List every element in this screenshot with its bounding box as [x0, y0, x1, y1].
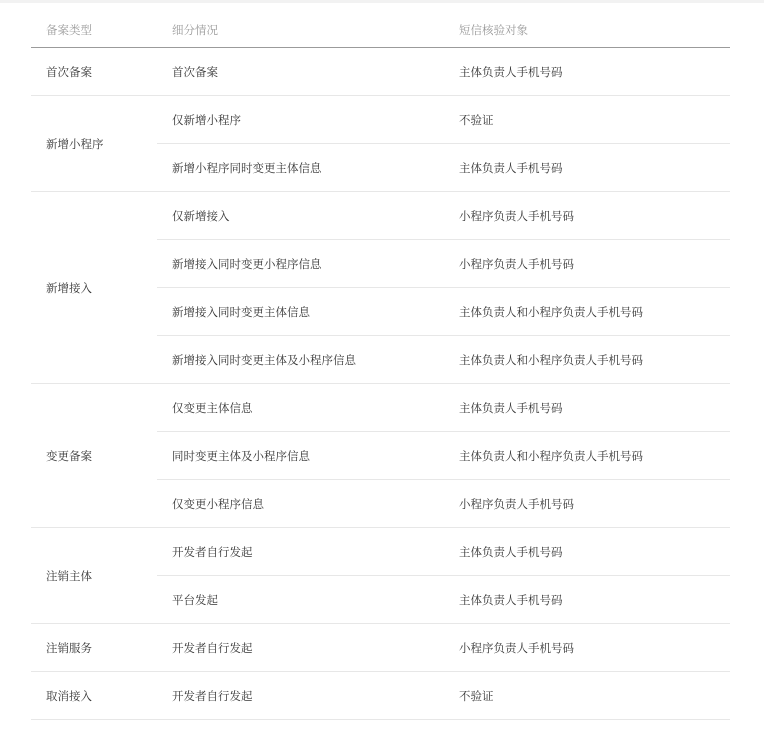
sms-target-cell: 主体负责人手机号码: [444, 48, 730, 96]
top-divider-strip: [0, 0, 764, 3]
filing-type-cell: 首次备案: [31, 48, 157, 96]
sms-target-cell: 主体负责人和小程序负责人手机号码: [444, 288, 730, 336]
table-row: [31, 672, 730, 720]
sms-target-cell: 小程序负责人手机号码: [444, 624, 730, 672]
sms-target-cell: 不验证: [444, 96, 730, 144]
sub-case-cell: 开发者自行发起: [157, 672, 444, 720]
sms-target-cell: 主体负责人和小程序负责人手机号码: [444, 432, 730, 480]
table-row: [31, 528, 730, 576]
sub-case-cell: 首次备案: [157, 48, 444, 96]
sub-case-cell: 新增接入同时变更小程序信息: [157, 240, 444, 288]
filing-type-cell: 变更备案: [31, 384, 157, 528]
sms-target-cell: 主体负责人手机号码: [444, 144, 730, 192]
sms-target-cell: 主体负责人手机号码: [444, 384, 730, 432]
sub-case-cell: 仅新增小程序: [157, 96, 444, 144]
filing-type-cell: 注销服务: [31, 624, 157, 672]
table-row: [31, 192, 730, 240]
header-sms-target: 短信核验对象: [444, 12, 730, 48]
sub-case-cell: 仅变更小程序信息: [157, 480, 444, 528]
sms-target-cell: 小程序负责人手机号码: [444, 240, 730, 288]
sub-case-cell: 平台发起: [157, 576, 444, 624]
filing-type-cell: 取消接入: [31, 672, 157, 720]
sms-target-cell: 小程序负责人手机号码: [444, 192, 730, 240]
sub-case-cell: 仅变更主体信息: [157, 384, 444, 432]
sms-target-cell: 不验证: [444, 672, 730, 720]
sms-target-cell: 主体负责人手机号码: [444, 576, 730, 624]
sub-case-cell: 同时变更主体及小程序信息: [157, 432, 444, 480]
sub-case-cell: 仅新增接入: [157, 192, 444, 240]
sms-target-cell: 主体负责人和小程序负责人手机号码: [444, 336, 730, 384]
table-body: [31, 48, 730, 720]
sms-verification-table: [31, 12, 730, 720]
sms-verification-table-container: [31, 12, 730, 720]
sms-target-cell: 主体负责人手机号码: [444, 528, 730, 576]
filing-type-cell: 新增接入: [31, 192, 157, 384]
table-row: [31, 624, 730, 672]
table-row: [31, 384, 730, 432]
table-header: [31, 12, 730, 48]
sms-target-cell: 小程序负责人手机号码: [444, 480, 730, 528]
header-filing-type: 备案类型: [31, 12, 157, 48]
sub-case-cell: 开发者自行发起: [157, 528, 444, 576]
sub-case-cell: 新增小程序同时变更主体信息: [157, 144, 444, 192]
header-row: [31, 12, 730, 48]
table-row: [31, 48, 730, 96]
sub-case-cell: 新增接入同时变更主体信息: [157, 288, 444, 336]
table-row: [31, 96, 730, 144]
sub-case-cell: 开发者自行发起: [157, 624, 444, 672]
header-sub-case: 细分情况: [157, 12, 444, 48]
filing-type-cell: 新增小程序: [31, 96, 157, 192]
sub-case-cell: 新增接入同时变更主体及小程序信息: [157, 336, 444, 384]
filing-type-cell: 注销主体: [31, 528, 157, 624]
